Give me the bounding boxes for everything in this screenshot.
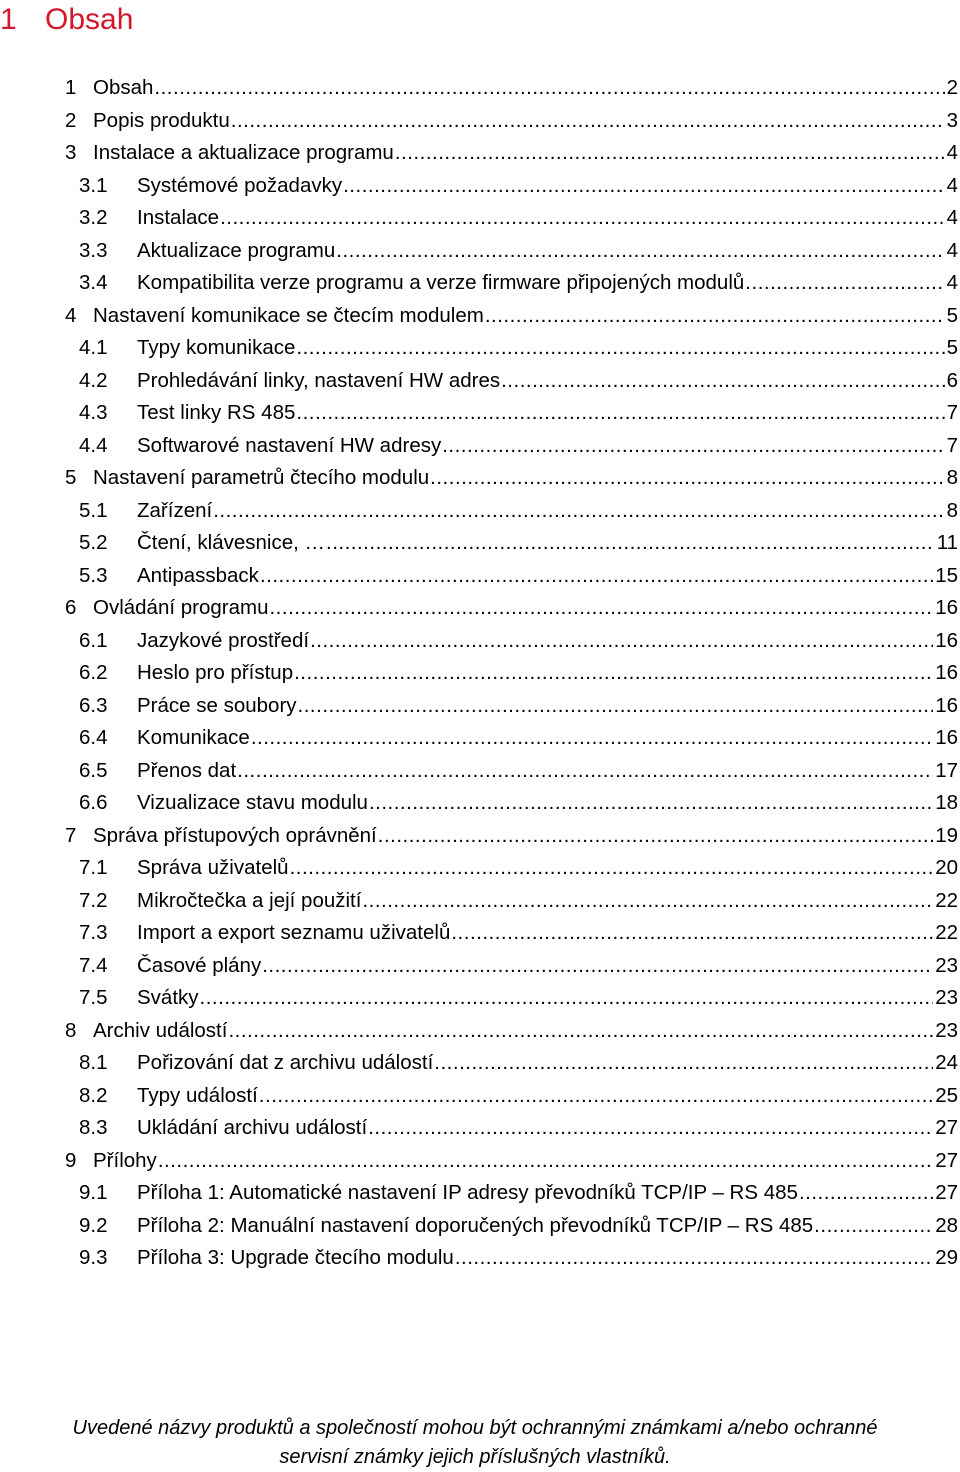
toc-entry-page[interactable]: 22 [935,921,958,944]
toc-entry-number: 4.1 [79,336,108,359]
toc-entry-number: 9.2 [79,1213,108,1237]
toc-entry-page[interactable]: 24 [935,1051,958,1074]
toc-entry-number: 8.1 [79,1051,108,1074]
toc-entry[interactable] [0,1015,960,1048]
toc-entry-title[interactable]: Nastavení parametrů čtecího modulu [93,466,430,489]
toc-entry-number: 6.1 [79,628,108,652]
dot-leader [455,1242,933,1275]
toc-entry[interactable] [0,560,960,593]
toc-entry[interactable] [0,527,960,560]
toc-entry-page[interactable]: 4 [946,271,958,294]
page-heading [0,0,133,40]
toc-entry-page[interactable]: 15 [935,563,958,587]
toc-entry-page[interactable]: 29 [935,1246,958,1269]
toc-entry-title[interactable]: Příloha 1: Automatické nastavení IP adresy převodníků TCP/IP – RS 485 [137,1181,798,1204]
toc-entry-number: 3.1 [79,173,108,197]
toc-entry-page[interactable]: 6 [946,368,958,392]
toc-entry-page[interactable]: 16 [935,628,958,652]
toc-entry-title[interactable]: Archiv událostí [93,1018,228,1042]
toc-entry[interactable] [0,1047,960,1080]
toc-entry-page[interactable]: 16 [935,661,958,684]
toc-entry-page[interactable]: 5 [946,303,958,327]
dot-leader [290,852,934,885]
dot-leader [200,982,934,1015]
dot-leader [430,462,944,495]
toc-entry-number: 4 [65,303,77,327]
toc-entry[interactable] [0,267,960,300]
toc-entry-page[interactable]: 4 [946,206,958,229]
toc-entry-page[interactable]: 11 [936,531,958,554]
toc-entry-title[interactable]: Komunikace [137,726,250,749]
dot-leader [814,1210,933,1243]
dot-leader [262,950,933,983]
toc-entry-number: 8 [65,1018,77,1042]
toc-entry-number: 4.4 [79,433,108,457]
toc-entry-title[interactable]: Přenos dat [137,758,237,782]
toc-entry[interactable] [0,332,960,365]
dot-leader [451,917,933,950]
toc-entry-number: 3.4 [79,271,108,294]
toc-entry-number: 6.6 [79,791,108,814]
toc-entry[interactable] [0,1080,960,1113]
toc-entry-title[interactable]: Správa přístupových oprávnění [93,823,377,847]
toc-entry-title[interactable]: Ovládání programu [93,596,269,619]
toc-entry-number: 7.1 [79,856,108,879]
toc-entry-number: 2 [65,108,77,132]
dot-leader [154,72,944,105]
toc-entry-number: 3.3 [79,238,108,262]
toc-entry[interactable] [0,625,960,658]
toc-entry-page[interactable]: 16 [935,596,958,619]
toc-entry-title[interactable]: Instalace a aktualizace programu [93,141,394,164]
toc-entry[interactable] [0,170,960,203]
toc-entry-number: 6.4 [79,726,108,749]
dot-leader [395,137,945,170]
toc-entry[interactable] [0,1177,960,1210]
dot-leader [326,527,935,560]
toc-entry-number: 3.2 [79,206,108,229]
toc-entry-number: 8.2 [79,1083,108,1107]
toc-entry-number: 5.2 [79,531,108,554]
toc-entry[interactable] [0,917,960,950]
table-of-contents [0,72,960,1275]
dot-leader [368,1112,933,1145]
dot-leader [296,332,944,365]
toc-entry[interactable] [0,787,960,820]
toc-entry-title[interactable]: Obsah [93,76,154,99]
toc-entry[interactable] [0,202,960,235]
toc-entry-number: 7.5 [79,986,108,1009]
toc-entry-title[interactable]: Nastavení komunikace se čtecím modulem [93,303,484,327]
toc-entry-number: 9 [65,1148,77,1172]
toc-entry-page[interactable]: 27 [935,1148,958,1172]
toc-entry[interactable] [0,1210,960,1243]
dot-leader [799,1177,933,1210]
toc-entry-number: 6 [65,596,77,619]
toc-entry-page[interactable]: 17 [935,758,958,782]
toc-entry-title[interactable]: Aktualizace programu [137,238,336,262]
toc-entry[interactable] [0,1145,960,1178]
dot-leader [343,170,944,203]
dot-leader [298,690,934,723]
toc-entry[interactable] [0,722,960,755]
toc-entry-number: 9.3 [79,1246,108,1269]
toc-entry[interactable] [0,365,960,398]
toc-entry-page[interactable]: 7 [946,401,958,424]
toc-entry-page[interactable]: 18 [935,791,958,814]
dot-leader [362,885,933,918]
toc-entry[interactable] [0,950,960,983]
toc-entry[interactable] [0,657,960,690]
toc-entry-number: 5 [65,466,77,489]
toc-entry-number: 4.2 [79,368,108,392]
toc-entry-page[interactable]: 8 [946,498,958,522]
dot-leader [220,202,945,235]
toc-entry[interactable] [0,430,960,463]
toc-entry-page[interactable]: 28 [935,1213,958,1237]
toc-entry-title[interactable]: Práce se soubory [137,693,297,717]
dot-leader [485,300,945,333]
dot-leader [369,787,933,820]
toc-entry-title[interactable]: Příloha 3: Upgrade čtecího modulu [137,1246,454,1269]
dot-leader [310,625,933,658]
trademark-footer [0,1414,950,1472]
toc-entry-title[interactable]: Vizualizace stavu modulu [137,791,368,814]
dot-leader [296,397,944,430]
toc-entry-title[interactable]: Typy událostí [137,1083,258,1107]
dot-leader [434,1047,933,1080]
toc-entry-number: 6.3 [79,693,108,717]
toc-entry[interactable] [0,755,960,788]
toc-entry-title[interactable]: Mikročtečka a její použití [137,888,362,912]
toc-entry-number: 3 [65,141,77,164]
dot-leader [269,592,933,625]
toc-entry[interactable] [0,72,960,105]
toc-entry-page[interactable]: 19 [935,823,958,847]
toc-entry-title[interactable]: Zařízení [137,498,213,522]
toc-entry-page[interactable]: 7 [946,433,958,457]
toc-entry-title[interactable]: Příloha 2: Manuální nastavení doporučených převodníků TCP/IP – RS 485 [137,1213,814,1237]
toc-entry[interactable] [0,982,960,1015]
toc-entry-title[interactable]: Pořizování dat z archivu událostí [137,1051,434,1074]
dot-leader [237,755,933,788]
toc-entry-page[interactable]: 8 [946,466,958,489]
toc-entry[interactable] [0,820,960,853]
toc-entry-page[interactable]: 4 [946,173,958,197]
toc-entry[interactable] [0,462,960,495]
toc-entry-number: 6.5 [79,758,108,782]
toc-entry-title[interactable]: Kompatibilita verze programu a verze firmware připojených modulů [137,271,745,294]
toc-entry-page[interactable]: 20 [935,856,958,879]
toc-entry-title[interactable]: Svátky [137,986,199,1009]
toc-entry-number: 6.2 [79,661,108,684]
toc-entry-page[interactable]: 4 [946,238,958,262]
toc-entry[interactable] [0,690,960,723]
toc-entry[interactable] [0,1242,960,1275]
toc-entry-title[interactable]: Test linky RS 485 [137,401,296,424]
toc-entry-title[interactable]: Prohledávání linky, nastavení HW adres [137,368,501,392]
toc-entry-number: 7.4 [79,953,108,977]
toc-entry-title[interactable]: Přílohy [93,1148,157,1172]
toc-entry[interactable] [0,1112,960,1145]
toc-entry-title[interactable]: Softwarové nastavení HW adresy [137,433,442,457]
toc-entry-title[interactable]: Jazykové prostředí [137,628,310,652]
toc-entry[interactable] [0,852,960,885]
heading-number: 1 [0,3,17,36]
footer-line-1: Uvedené názvy produktů a společností mohou být ochrannými známkami a/nebo ochranné [72,1417,878,1439]
toc-entry-number: 5.1 [79,498,108,522]
dot-leader [213,495,944,528]
toc-entry-number: 8.3 [79,1116,108,1139]
toc-entry-page[interactable]: 22 [935,888,958,912]
toc-entry-title[interactable]: Správa uživatelů [137,856,289,879]
toc-entry[interactable] [0,235,960,268]
toc-entry-title[interactable]: Popis produktu [93,108,230,132]
toc-entry-title[interactable]: Typy komunikace [137,336,296,359]
toc-entry-title[interactable]: Ukládání archivu událostí [137,1116,368,1139]
toc-entry-title[interactable]: Časové plány [137,953,262,977]
toc-entry-number: 9.1 [79,1181,108,1204]
dot-leader [259,1080,933,1113]
dot-leader [745,267,944,300]
toc-entry[interactable] [0,885,960,918]
toc-entry-page[interactable]: 2 [946,76,958,99]
dot-leader [251,722,933,755]
toc-entry[interactable] [0,137,960,170]
toc-entry-page[interactable]: 23 [935,1018,958,1042]
toc-entry-page[interactable]: 5 [946,336,958,359]
toc-entry-number: 4.3 [79,401,108,424]
dot-leader [378,820,933,853]
toc-entry-title[interactable]: Systémové požadavky [137,173,343,197]
toc-entry-title[interactable]: Instalace [137,206,220,229]
toc-entry-page[interactable]: 23 [935,986,958,1009]
toc-entry-number: 7.2 [79,888,108,912]
toc-entry-page[interactable]: 4 [946,141,958,164]
toc-entry-number: 5.3 [79,563,108,587]
toc-entry-title[interactable]: Čtení, klávesnice, … [137,531,325,554]
toc-entry[interactable] [0,495,960,528]
toc-entry-number: 7 [65,823,77,847]
toc-entry-page[interactable]: 23 [935,953,958,977]
dot-leader [501,365,944,398]
toc-entry-page[interactable]: 27 [935,1116,958,1139]
dot-leader [228,1015,933,1048]
footer-line-2: servisní známky jejich příslušných vlastníků. [279,1446,671,1468]
toc-entry[interactable] [0,592,960,625]
toc-entry-page[interactable]: 27 [935,1181,958,1204]
toc-entry-page[interactable]: 3 [946,108,958,132]
dot-leader [231,105,945,138]
toc-entry-title[interactable]: Heslo pro přístup [137,661,294,684]
toc-entry[interactable] [0,105,960,138]
toc-entry-page[interactable]: 16 [935,693,958,717]
toc-entry-title[interactable]: Antipassback [137,563,259,587]
toc-entry-page[interactable]: 16 [935,726,958,749]
dot-leader [294,657,933,690]
toc-entry-title[interactable]: Import a export seznamu uživatelů [137,921,451,944]
toc-entry-number: 7.3 [79,921,108,944]
dot-leader [158,1145,933,1178]
toc-entry[interactable] [0,397,960,430]
toc-entry[interactable] [0,300,960,333]
toc-entry-number: 1 [65,76,77,99]
toc-entry-page[interactable]: 25 [935,1083,958,1107]
dot-leader [442,430,944,463]
heading-title: Obsah [45,3,134,36]
dot-leader [336,235,944,268]
dot-leader [260,560,933,593]
